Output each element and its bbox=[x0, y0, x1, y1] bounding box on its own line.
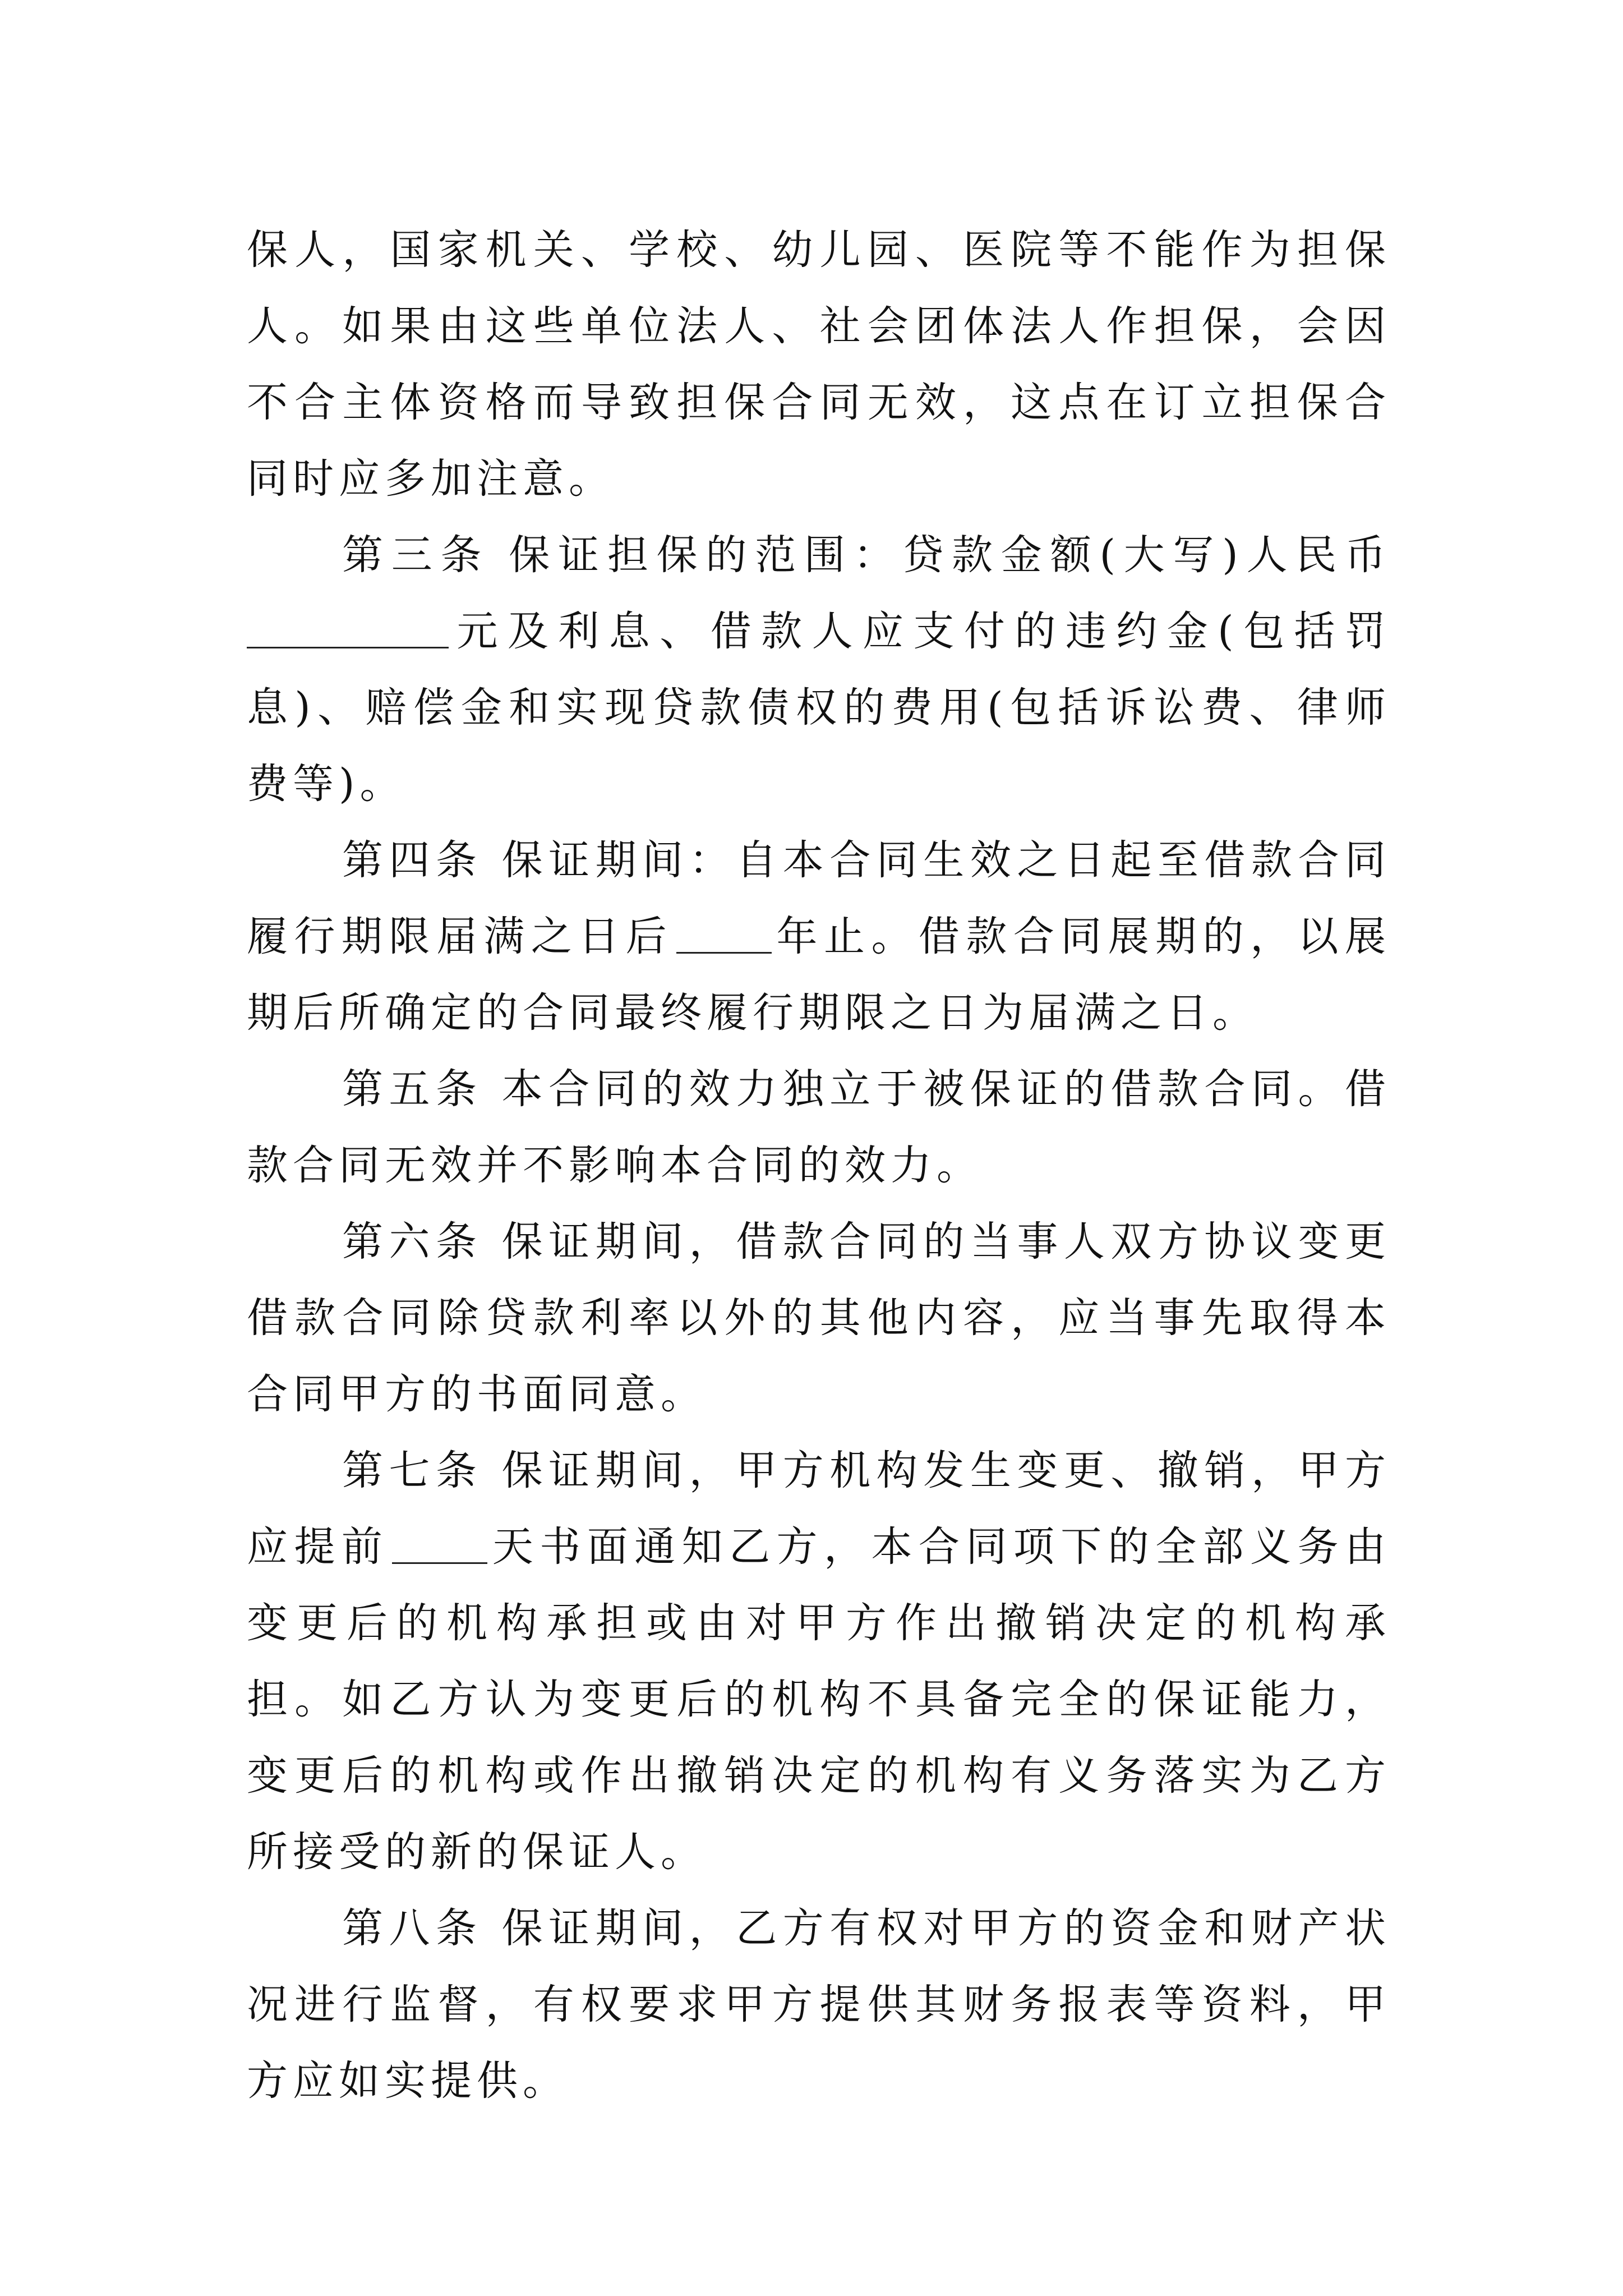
document-body bbox=[247, 212, 1391, 2119]
paragraph-article-6 bbox=[247, 1204, 1391, 1433]
article-5-text: 本合同的效力独立于被保证的借款合同。借款合同无效并不影响本合同的效力。 bbox=[247, 1065, 1391, 1189]
article-7-text-after: 天书面通知乙方，本合同项下的全部义务由变更后的机构承担或由对甲方作出撤销决定的机构承担。如乙方认为变更后的机构不具备完全的保证能力，变更后的机构或作出撤销决定的机构有义务落实为乙方所接受的新的保证人。 bbox=[247, 1523, 1391, 1876]
intro-text: 保人，国家机关、学校、幼儿园、医院等不能作为担保人。如果由这些单位法人、社会团体法人作担保，会因不合主体资格而导致担保合同无效，这点在订立担保合同时应多加注意。 bbox=[247, 226, 1391, 503]
article-6-label: 第六条 bbox=[342, 1218, 483, 1266]
paragraph-intro bbox=[247, 212, 1391, 517]
article-8-text: 保证期间，乙方有权对甲方的资金和财产状况进行监督，有权要求甲方提供其财务报表等资料，甲方应如实提供。 bbox=[247, 1904, 1391, 2105]
years-blank-field[interactable] bbox=[676, 913, 772, 954]
paragraph-article-3 bbox=[247, 517, 1391, 822]
article-4-label: 第四条 bbox=[342, 836, 483, 884]
article-4-text-after: 年止。借款合同展期的，以展期后所确定的合同最终履行期限之日为届满之日。 bbox=[247, 913, 1391, 1037]
article-7-text-before: 保证期间，甲方机构发生变更、撤销，甲方应提前 bbox=[247, 1447, 1391, 1571]
article-8-label: 第八条 bbox=[342, 1904, 483, 1952]
paragraph-article-4 bbox=[247, 822, 1391, 1051]
paragraph-article-7 bbox=[247, 1433, 1391, 1890]
article-4-text-before: 保证期间：自本合同生效之日起至借款合同履行期限届满之日后 bbox=[247, 836, 1391, 960]
article-5-label: 第五条 bbox=[342, 1065, 483, 1113]
article-7-label: 第七条 bbox=[342, 1447, 483, 1494]
paragraph-article-8 bbox=[247, 1890, 1391, 2119]
article-3-text-before: 保证担保的范围：贷款金额(大写)人民币 bbox=[509, 531, 1391, 579]
article-6-text: 保证期间，借款合同的当事人双方协议变更借款合同除贷款利率以外的其他内容，应当事先取得本合同甲方的书面同意。 bbox=[247, 1218, 1391, 1418]
article-3-text-after: 元及利息、借款人应支付的违约金(包括罚息)、赔偿金和实现贷款债权的费用(包括诉讼费、律师费等)。 bbox=[247, 608, 1391, 808]
paragraph-article-5 bbox=[247, 1051, 1391, 1204]
amount-blank-field[interactable] bbox=[247, 608, 449, 648]
article-3-label: 第三条 bbox=[342, 531, 490, 579]
days-blank-field[interactable] bbox=[392, 1523, 487, 1564]
